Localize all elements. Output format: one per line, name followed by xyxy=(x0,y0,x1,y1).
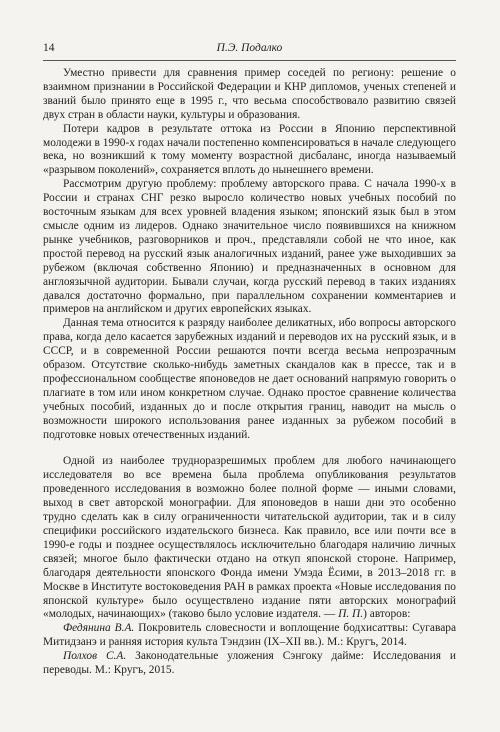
footnote-paragraph xyxy=(43,455,456,622)
reference-author: Полхов С.А. xyxy=(63,650,127,663)
footnote-initials: П. П. xyxy=(338,608,364,621)
reference-author: Федянина В.А. xyxy=(63,622,135,635)
footnote-text: Одной из наиболее трудноразрешимых проблем для любого начинающего исследователя во все времена была проблема опубликования результатов проведенного исследования в возможно более полной форме — иными словами, выход в свет авторской монографии. Для японоведов в наши дни это особенно трудно сделать как в силу ограниченности читательской аудитории, так и в силу специфики российского издательского бизнеса. Как правило, все или почти все в 1990-е годы и позднее осуществлялось исключительно благодаря наличию личных связей; многое было фактически отдано на откуп японской стороне. Например, благодаря деятельности японского Фонда имени Умэда Ёсими, в 2013–2018 гг. в Москве в Институте востоковедения РАН в рамках проекта «Новые исследования по японской культуре» было осуществлено издание пяти авторских монографий «молодых, начинающих» (таково было условие издателя. — xyxy=(43,455,456,621)
page-number: 14 xyxy=(43,42,55,54)
paragraph: Данная тема относится к разряду наиболее деликатных, ибо вопросы авторского права, когда дело касается зарубежных изданий и переводов их на русский язык, и в СССР, и в современной России решаются почти всегда весьма непрозрачным образом. Отсутствие сколько-нибудь заметных скандалов как в прессе, так и в профессиональном сообществе японоведов не дает оснований напрямую говорить о плагиате в том или ином конкретном случае. Однако простое сравнение количества учебных пособий, изданных до и после открытия границ, наводит на мысль о возможности широкого использования ранее изданных за рубежом пособий в подготовке новых отечественных изданий. xyxy=(43,317,456,441)
page-header xyxy=(43,40,456,61)
running-title: П.Э. Подалко xyxy=(216,42,283,54)
footnote-tail: ) авторов: xyxy=(363,608,411,621)
reference-item xyxy=(43,650,456,678)
reference-item xyxy=(43,622,456,650)
paragraph: Потери кадров в результате оттока из России в Японию перспективной молодежи в 1990-х годах начали постепенно компенсироваться в начале следующего века, но возникший к тому моменту возрастной дисбаланс, иногда называемый «разрывом поколений», сохраняется вплоть до нынешнего времени. xyxy=(43,122,456,177)
reference-text: Покровитель словесности и воплощение бодхисаттвы: Сугавара Митидзанэ и ранняя история культа Тэндзин (IX–XII вв.). М.: Кругъ, 2014. xyxy=(43,622,457,649)
reference-text: Законодательные уложения Сэнгоку дайме: Исследования и переводы. М.: Кругъ, 2015. xyxy=(43,650,456,677)
page-body xyxy=(43,67,456,678)
paragraph: Рассмотрим другую проблему: проблему авторского права. С начала 1990-х в России и странах СНГ резко выросло количество новых учебных пособий по восточным языкам для всех уровней владения языком; японский язык был в этом смысле одним из лидеров. Однако значительное число появившихся на книжном рынке учебников, разговорников и проч., представляли собой не что иное, как простой перевод на русский язык аналогичных изданий, ранее уже выходивших за рубежом (включая собственно Японию) и предназначенных в основном для англоязычной аудитории. Бывали случаи, когда русский перевод в таких изданиях давался достаточно формально, при параллельном сохранении комментариев и примеров на английском и других европейских языках. xyxy=(43,178,456,316)
paragraph: Уместно привести для сравнения пример соседей по региону: решение о взаимном признании в Российской Федерации и КНР дипломов, ученых степеней и званий было принято еще в 1995 г., что весьма способствовало развитию связей двух стран в области науки, культуры и образования. xyxy=(43,67,456,121)
